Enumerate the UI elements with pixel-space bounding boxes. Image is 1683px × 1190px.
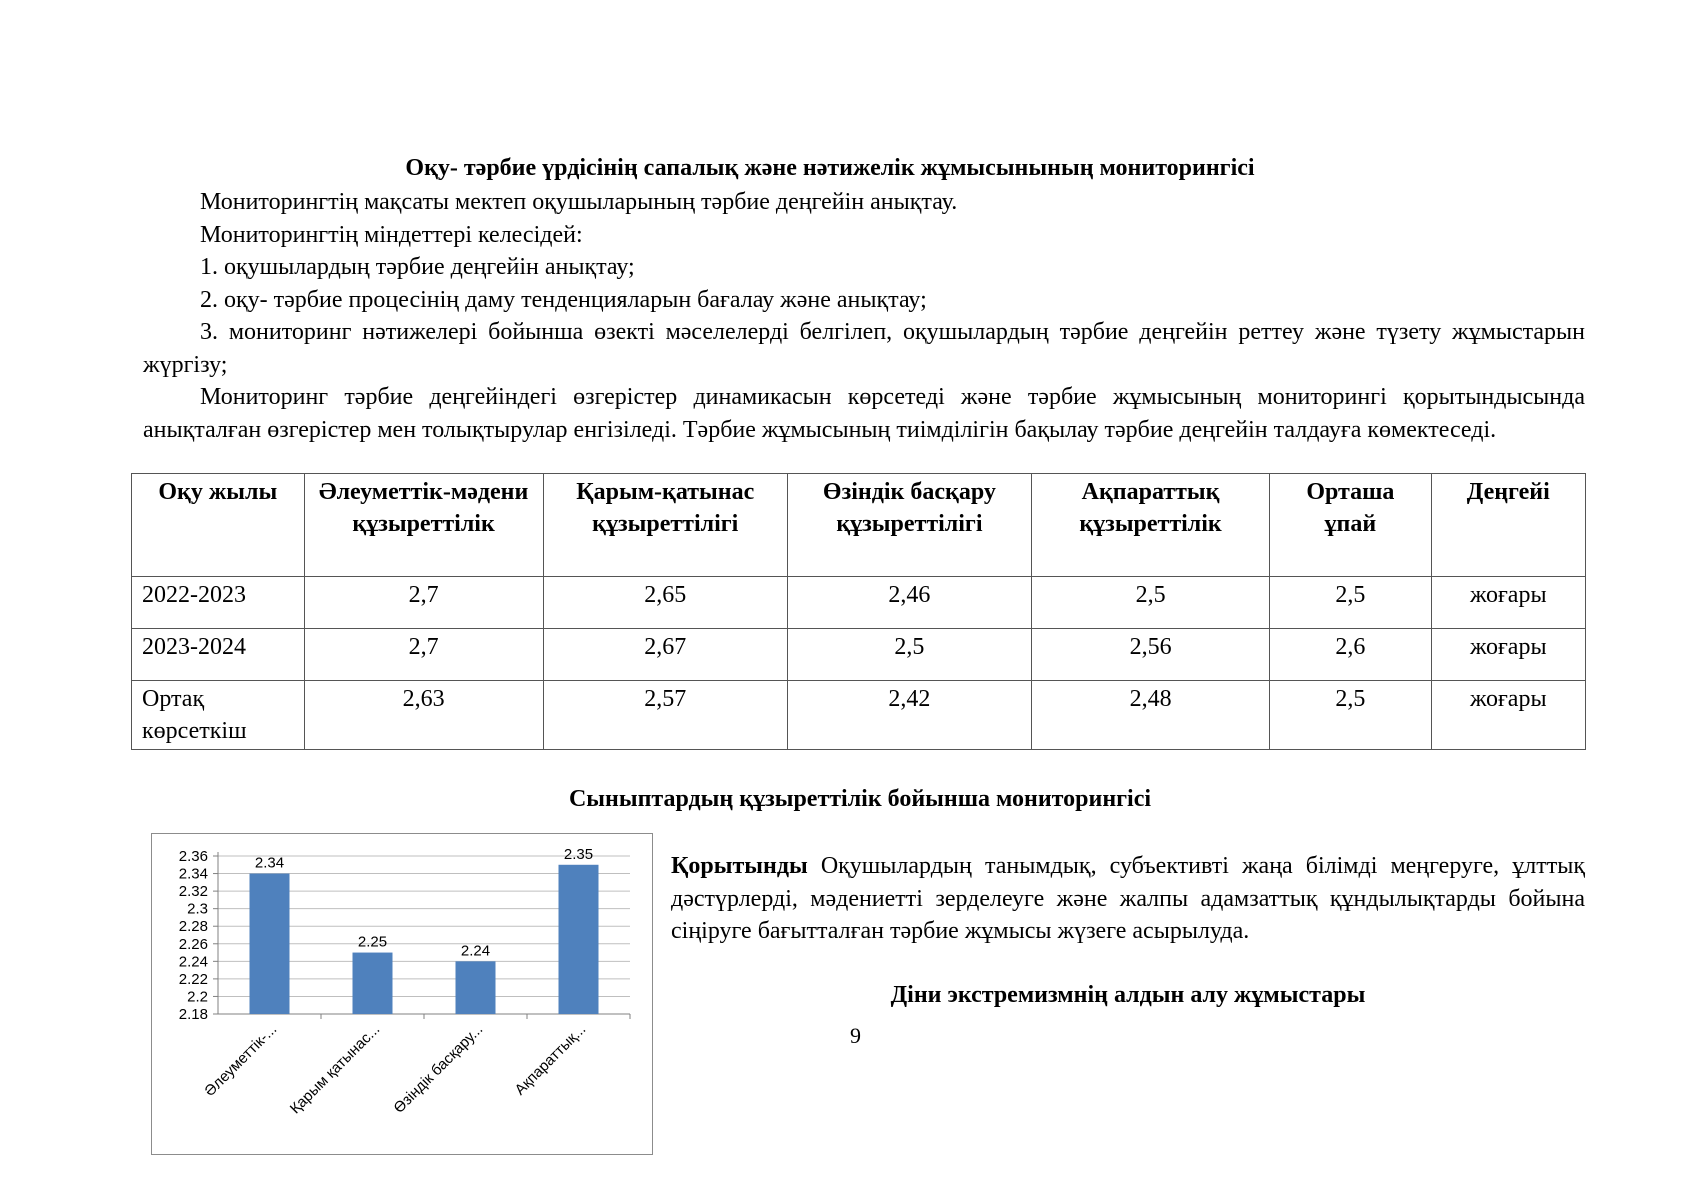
table-header-row	[132, 474, 1586, 577]
table-row	[132, 629, 1586, 681]
table-cell: 2,56	[1032, 629, 1270, 681]
paragraph-task-3: 3. мониторинг нәтижелері бойынша өзекті мәселелерді белгілеп, оқушылардың тәрбие деңгейін реттеу және түзету жұмыстарын жүргізу;	[143, 319, 1585, 378]
x-tick-label: Өзіндік басқару...	[390, 1020, 487, 1117]
bar	[456, 961, 496, 1014]
header-average: Орташа ұпай	[1270, 474, 1431, 577]
y-tick-label: 2.32	[178, 883, 208, 901]
table-cell: 2,46	[787, 577, 1031, 629]
header-level: Деңгейі	[1431, 474, 1585, 577]
data-label: 2.35	[563, 845, 594, 863]
header-year: Оқу жылы	[132, 474, 305, 577]
table-cell: 2,5	[1032, 577, 1270, 629]
conclusion-lead: Қорытынды	[671, 853, 808, 879]
y-tick-label: 2.28	[178, 918, 208, 936]
page-number: 9	[850, 1023, 861, 1048]
table-cell: Ортақ көрсеткіш	[132, 681, 305, 750]
y-tick-label: 2.36	[178, 848, 208, 865]
document-title: Оқу- тәрбие үрдісінің сапалық және нәтижелік жұмысынының мониторингісі	[405, 155, 1255, 181]
y-tick-label: 2.34	[178, 865, 208, 883]
table-row	[132, 681, 1586, 750]
table-cell: 2022-2023	[132, 577, 305, 629]
table-cell: 2,7	[304, 577, 543, 629]
intro-text	[143, 186, 1585, 446]
data-label: 2.25	[357, 933, 388, 951]
table-cell: 2,5	[1270, 577, 1431, 629]
header-information: Ақпараттық құзыреттілік	[1032, 474, 1270, 577]
table-cell: 2,63	[304, 681, 543, 750]
data-label: 2.34	[254, 854, 285, 872]
x-tick-label: Қарым қатынас...	[286, 1020, 384, 1118]
table-cell: 2,5	[1270, 681, 1431, 750]
table-row	[132, 577, 1586, 629]
table-cell: 2,57	[543, 681, 787, 750]
table-cell: 2,5	[787, 629, 1031, 681]
table-cell: 2,7	[304, 629, 543, 681]
table-cell: жоғары	[1431, 629, 1585, 681]
header-sociocultural: Әлеуметтік-мәдени құзыреттілік	[304, 474, 543, 577]
conclusion-text	[671, 850, 1585, 948]
bar	[559, 865, 599, 1014]
paragraph-goal: Мониторингтің мақсаты мектеп оқушыларының тәрбие деңгейін анықтау.	[200, 189, 958, 215]
monitoring-table	[131, 473, 1586, 750]
table-cell: 2,65	[543, 577, 787, 629]
table-cell: 2,48	[1032, 681, 1270, 750]
chart-svg	[152, 834, 652, 1154]
table-cell: 2,42	[787, 681, 1031, 750]
y-tick-label: 2.22	[178, 970, 208, 988]
table-cell: 2023-2024	[132, 629, 305, 681]
x-tick-label: Әлеуметтік-...	[201, 1020, 281, 1100]
paragraph-task-1: 1. оқушылардың тәрбие деңгейін анықтау;	[200, 254, 635, 280]
y-tick-label: 2.18	[178, 1006, 208, 1023]
paragraph-tasks-heading: Мониторингтің міндеттері келесідей:	[200, 221, 583, 248]
conclusion-body: Оқушылардың танымдық, субъективті жаңа білімді меңгеруге, ұлттық дәстүрлерді, мәдениетті зерделеуге және жалпы адамзаттық құндылықтарды бойына сіңіруге бағытталған тәрбие жұмысы жүзеге асырылуда.	[671, 853, 1585, 944]
table-cell: 2,67	[543, 629, 787, 681]
bar-chart	[151, 833, 653, 1155]
data-label: 2.24	[460, 942, 491, 960]
y-tick-label: 2.2	[187, 988, 208, 1006]
next-section-heading: Діни экстремизмнің алдын алу жұмыстары	[890, 982, 1366, 1008]
y-tick-label: 2.3	[187, 900, 208, 918]
table-cell: жоғары	[1431, 577, 1585, 629]
paragraph-summary: Мониторинг тәрбие деңгейіндегі өзгерістер динамикасын көрсетеді және тәрбие жұмысының мониторингі қорытындысында анықталған өзгерістер мен толықтырулар енгізіледі. Тәрбие жұмысының тиімділігін бақылау тәрбие деңгейін талдауға көмектеседі.	[143, 384, 1585, 443]
bar	[353, 953, 393, 1014]
y-tick-label: 2.24	[178, 953, 208, 971]
y-tick-label: 2.26	[178, 935, 208, 953]
table-cell: жоғары	[1431, 681, 1585, 750]
chart-section-title: Сыныптардың құзыреттілік бойынша мониторингісі	[568, 786, 1152, 812]
header-communication: Қарым-қатынас құзыреттілігі	[543, 474, 787, 577]
x-tick-label: Ақпараттық...	[511, 1020, 590, 1099]
paragraph-task-2: 2. оқу- тәрбие процесінің даму тенденцияларын бағалау және анықтау;	[200, 286, 927, 313]
table-cell: 2,6	[1270, 629, 1431, 681]
bar	[250, 874, 290, 1014]
header-self-management: Өзіндік басқару құзыреттілігі	[787, 474, 1031, 577]
